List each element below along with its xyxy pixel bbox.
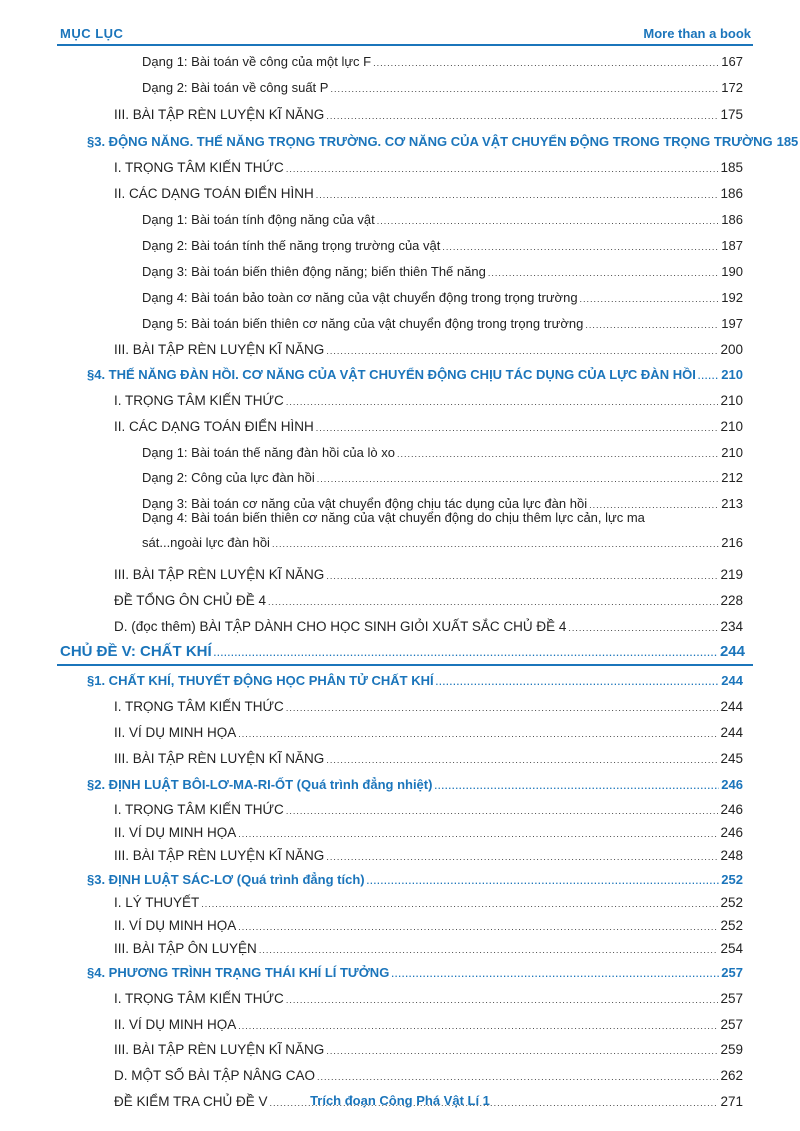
- toc-entry-title: Dạng 3: Bài toán cơ năng của vật chuyển động chịu tác dụng của lực đàn hồi: [142, 496, 588, 511]
- toc-entry-title: I. TRỌNG TÂM KIẾN THỨC: [114, 991, 284, 1006]
- toc-entry[interactable]: [142, 468, 743, 489]
- toc-entry-page: 259: [720, 1042, 743, 1057]
- toc-entry-page: 212: [721, 470, 743, 485]
- toc-entry-title: Dạng 1: Bài toán thế năng đàn hồi của lò xo: [142, 445, 395, 460]
- toc-entry-title: I. LÝ THUYẾT: [114, 895, 200, 910]
- dot-leader: [316, 418, 719, 438]
- dot-leader: [317, 1067, 718, 1087]
- toc-entry-page: 216: [721, 535, 743, 550]
- toc-entry-title: §4. THẾ NĂNG ĐÀN HỒI. CƠ NĂNG CỦA VẬT CHUYỂN ĐỘNG CHỊU TÁC DỤNG CỦA LỰC ĐÀN HỒI: [87, 367, 696, 382]
- toc-entry[interactable]: [87, 671, 743, 692]
- toc-entry-page: 197: [721, 316, 743, 331]
- toc-entry-title: §3. ĐỘNG NĂNG. THẾ NĂNG TRỌNG TRƯỜNG. CƠ NĂNG CỦA VẬT CHUYỂN ĐỘNG TRONG TRỌNG TRƯỜNG: [87, 134, 773, 149]
- toc-entry-page: 172: [721, 80, 743, 95]
- toc-entry[interactable]: [87, 132, 799, 153]
- toc-entry[interactable]: [114, 417, 743, 438]
- dot-leader: [585, 315, 719, 335]
- toc-entry-title: III. BÀI TẬP RÈN LUYỆN KĨ NĂNG: [114, 751, 325, 766]
- toc-entry-title: III. BÀI TẬP RÈN LUYỆN KĨ NĂNG: [114, 1042, 325, 1057]
- toc-entry-title: §2. ĐỊNH LUẬT BÔI-LƠ-MA-RI-ỐT (Quá trình đẳng nhiệt): [87, 777, 433, 792]
- toc-entry-title: III. BÀI TẬP RÈN LUYỆN KĨ NĂNG: [114, 567, 325, 582]
- dot-leader: [568, 618, 718, 638]
- toc-entry[interactable]: [114, 105, 743, 126]
- toc-entry-page: 185: [776, 134, 799, 149]
- toc-entry-title: Dạng 2: Bài toán tính thế năng trọng trường của vật: [142, 238, 441, 253]
- toc-entry-page: 190: [721, 264, 743, 279]
- dot-leader: [326, 341, 718, 361]
- toc-entry-page: 245: [720, 751, 743, 766]
- toc-entry-title: Dạng 1: Bài toán tính động năng của vật: [142, 212, 375, 227]
- toc-entry-page: 244: [719, 643, 745, 660]
- dot-leader: [238, 917, 718, 937]
- dot-leader: [326, 566, 718, 586]
- toc-entry-continuation: Dạng 4: Bài toán biến thiên cơ năng của vật chuyển động do chịu thêm lực cản, lực ma: [142, 510, 645, 525]
- toc-entry-page: 254: [720, 941, 743, 956]
- toc-entry-title: §4. PHƯƠNG TRÌNH TRẠNG THÁI KHÍ LÍ TƯỞNG: [87, 965, 390, 980]
- toc-entry[interactable]: [114, 158, 743, 179]
- toc-entry-title: II. CÁC DẠNG TOÁN ĐIỂN HÌNH: [114, 419, 314, 434]
- toc-entry-title: CHỦ ĐỀ V: CHẤT KHÍ: [60, 643, 212, 660]
- toc-entry[interactable]: [114, 1015, 743, 1036]
- dot-leader: [367, 871, 720, 891]
- toc-entry-title: I. TRỌNG TÂM KIẾN THỨC: [114, 393, 284, 408]
- dot-leader: [436, 672, 720, 692]
- toc-entry-title: D. MỘT SỐ BÀI TẬP NÂNG CAO: [114, 1068, 316, 1083]
- dot-leader: [391, 964, 719, 984]
- toc-entry-page: 185: [720, 160, 743, 175]
- toc-entry-page: 186: [721, 212, 743, 227]
- dot-leader: [201, 894, 718, 914]
- toc-entry-title: sát...ngoài lực đàn hồi: [142, 535, 270, 550]
- toc-entry-page: 248: [720, 848, 743, 863]
- toc-entry[interactable]: [142, 262, 743, 283]
- toc-entry[interactable]: [114, 749, 743, 770]
- dot-leader: [330, 79, 719, 99]
- toc-entry[interactable]: [142, 52, 743, 73]
- toc-entry-title: I. TRỌNG TÂM KIẾN THỨC: [114, 802, 284, 817]
- toc-entry[interactable]: [114, 823, 743, 844]
- toc-entry-page: 192: [721, 290, 743, 305]
- toc-entry-title: II. VÍ DỤ MINH HỌA: [114, 725, 237, 740]
- toc-entry[interactable]: [114, 697, 743, 718]
- dot-leader: [238, 724, 718, 744]
- toc-entry-title: ĐỀ KIỂM TRA CHỦ ĐỀ V: [114, 1094, 268, 1109]
- toc-entry-page: 252: [720, 895, 743, 910]
- toc-entry[interactable]: [142, 78, 743, 99]
- dot-leader: [268, 592, 718, 612]
- toc-entry-page: 234: [720, 619, 743, 634]
- toc-entry-page: 213: [721, 496, 743, 511]
- toc-entry-page: 262: [720, 1068, 743, 1083]
- header-divider: [57, 44, 753, 46]
- toc-entry-title: I. TRỌNG TÂM KIẾN THỨC: [114, 160, 284, 175]
- toc-entry[interactable]: [142, 314, 743, 335]
- toc-entry[interactable]: [142, 288, 743, 309]
- toc-entry-page: 175: [720, 107, 743, 122]
- toc-entry-page: 257: [720, 1017, 743, 1032]
- dot-leader: [316, 185, 719, 205]
- toc-entry-page: 257: [720, 991, 743, 1006]
- toc-entry-page: 187: [721, 238, 743, 253]
- dot-leader: [326, 847, 718, 867]
- dot-leader: [397, 444, 719, 464]
- toc-entry-title: §1. CHẤT KHÍ, THUYẾT ĐỘNG HỌC PHÂN TỬ CHẤT KHÍ: [87, 673, 434, 688]
- dot-leader: [286, 990, 719, 1010]
- toc-entry[interactable]: [114, 893, 743, 914]
- toc-entry[interactable]: [114, 846, 743, 867]
- toc-entry-title: Dạng 2: Bài toán về công suất P: [142, 80, 329, 95]
- dot-leader: [326, 1041, 718, 1061]
- toc-entry[interactable]: [114, 591, 743, 612]
- toc-entry[interactable]: [142, 210, 743, 231]
- toc-entry[interactable]: [114, 565, 743, 586]
- toc-entry[interactable]: [114, 916, 743, 937]
- page-header: [0, 0, 800, 50]
- toc-entry-page: 210: [720, 419, 743, 434]
- toc-entry-title: D. (đọc thêm) BÀI TẬP DÀNH CHO HỌC SINH GIỎI XUẤT SẮC CHỦ ĐỀ 4: [114, 619, 567, 634]
- toc-entry[interactable]: [114, 800, 743, 821]
- header-title: MỤC LỤC: [60, 26, 124, 41]
- dot-leader: [214, 643, 718, 663]
- toc-entry-title: §3. ĐỊNH LUẬT SÁC-LƠ (Quá trình đẳng tích): [87, 872, 365, 887]
- toc-entry-title: Dạng 2: Công của lực đàn hồi: [142, 470, 315, 485]
- toc-entry[interactable]: [114, 184, 743, 205]
- dot-leader: [238, 824, 718, 844]
- toc-entry-title: Dạng 1: Bài toán về công của một lực F: [142, 54, 372, 69]
- toc-entry-title: I. TRỌNG TÂM KIẾN THỨC: [114, 699, 284, 714]
- toc-entry-page: 252: [721, 872, 743, 887]
- dot-leader: [698, 366, 719, 386]
- toc-entry-title: Dạng 3: Bài toán biến thiên động năng; biến thiên Thế năng: [142, 264, 486, 279]
- toc-entry-title: Dạng 4: Bài toán bảo toàn cơ năng của vật chuyển động trong trọng trường: [142, 290, 578, 305]
- toc-entry[interactable]: [87, 775, 743, 796]
- dot-leader: [434, 776, 719, 796]
- toc-entry-page: 210: [721, 367, 743, 382]
- toc-entry[interactable]: [142, 236, 743, 257]
- dot-leader: [286, 392, 719, 412]
- toc-entry-title: III. BÀI TẬP ÔN LUYỆN: [114, 941, 257, 956]
- dot-leader: [238, 1016, 718, 1036]
- dot-leader: [377, 211, 720, 231]
- dot-leader: [326, 106, 718, 126]
- toc-entry-title: III. BÀI TẬP RÈN LUYỆN KĨ NĂNG: [114, 342, 325, 357]
- toc-entry[interactable]: [114, 1040, 743, 1061]
- toc-entry-page: 228: [720, 593, 743, 608]
- toc-entry-title: II. VÍ DỤ MINH HỌA: [114, 1017, 237, 1032]
- dot-leader: [286, 801, 719, 821]
- toc-entry-page: 219: [720, 567, 743, 582]
- toc-entry[interactable]: [114, 391, 743, 412]
- toc-entry[interactable]: [114, 723, 743, 744]
- toc-entry-page: 257: [721, 965, 743, 980]
- toc-entry-title: II. VÍ DỤ MINH HỌA: [114, 918, 237, 933]
- toc-entry[interactable]: [87, 870, 743, 891]
- toc-entry-page: 244: [720, 699, 743, 714]
- toc-entry-page: 252: [720, 918, 743, 933]
- toc-entry-page: 244: [721, 673, 743, 688]
- toc-entry-page: 200: [720, 342, 743, 357]
- toc-entry-title: II. CÁC DẠNG TOÁN ĐIỂN HÌNH: [114, 186, 314, 201]
- dot-leader: [286, 159, 719, 179]
- toc-entry-page: 167: [721, 54, 743, 69]
- toc-entry-page: 246: [720, 802, 743, 817]
- toc-entry[interactable]: [114, 617, 743, 638]
- dot-leader: [286, 698, 719, 718]
- toc-entry-page: 246: [721, 777, 743, 792]
- toc-entry-page: 244: [720, 725, 743, 740]
- dot-leader: [488, 263, 719, 283]
- toc-entry[interactable]: [60, 642, 745, 663]
- dot-leader: [272, 534, 719, 554]
- dot-leader: [580, 289, 720, 309]
- toc-entry-title: II. VÍ DỤ MINH HỌA: [114, 825, 237, 840]
- toc-entry[interactable]: [142, 533, 743, 554]
- toc-entry-page: 210: [721, 445, 743, 460]
- dot-leader: [317, 469, 720, 489]
- toc-entry[interactable]: [87, 365, 743, 386]
- dot-leader: [373, 53, 719, 73]
- page-footer: Trích đoạn Công Phá Vật Lí 1: [310, 1093, 490, 1108]
- toc-entry[interactable]: [114, 939, 743, 960]
- toc-entry[interactable]: [87, 963, 743, 984]
- toc-entry[interactable]: [114, 1066, 743, 1087]
- toc-entry-title: III. BÀI TẬP RÈN LUYỆN KĨ NĂNG: [114, 848, 325, 863]
- dot-leader: [326, 750, 718, 770]
- header-tagline: More than a book: [643, 26, 751, 41]
- toc-entry-page: 186: [720, 186, 743, 201]
- toc-entry-title: Dạng 5: Bài toán biến thiên cơ năng của vật chuyển động trong trọng trường: [142, 316, 584, 331]
- toc-entry-title: ĐỀ TỔNG ÔN CHỦ ĐỀ 4: [114, 593, 267, 608]
- toc-entry[interactable]: [142, 443, 743, 464]
- toc-entry-page: 210: [720, 393, 743, 408]
- dot-leader: [442, 237, 719, 257]
- toc-entry[interactable]: [114, 340, 743, 361]
- toc-entry-title: III. BÀI TẬP RÈN LUYỆN KĨ NĂNG: [114, 107, 325, 122]
- dot-leader: [259, 940, 719, 960]
- toc-entry[interactable]: [114, 989, 743, 1010]
- chapter-divider: [57, 664, 753, 666]
- toc-entry-page: 246: [720, 825, 743, 840]
- toc-entry-page: 271: [720, 1094, 743, 1109]
